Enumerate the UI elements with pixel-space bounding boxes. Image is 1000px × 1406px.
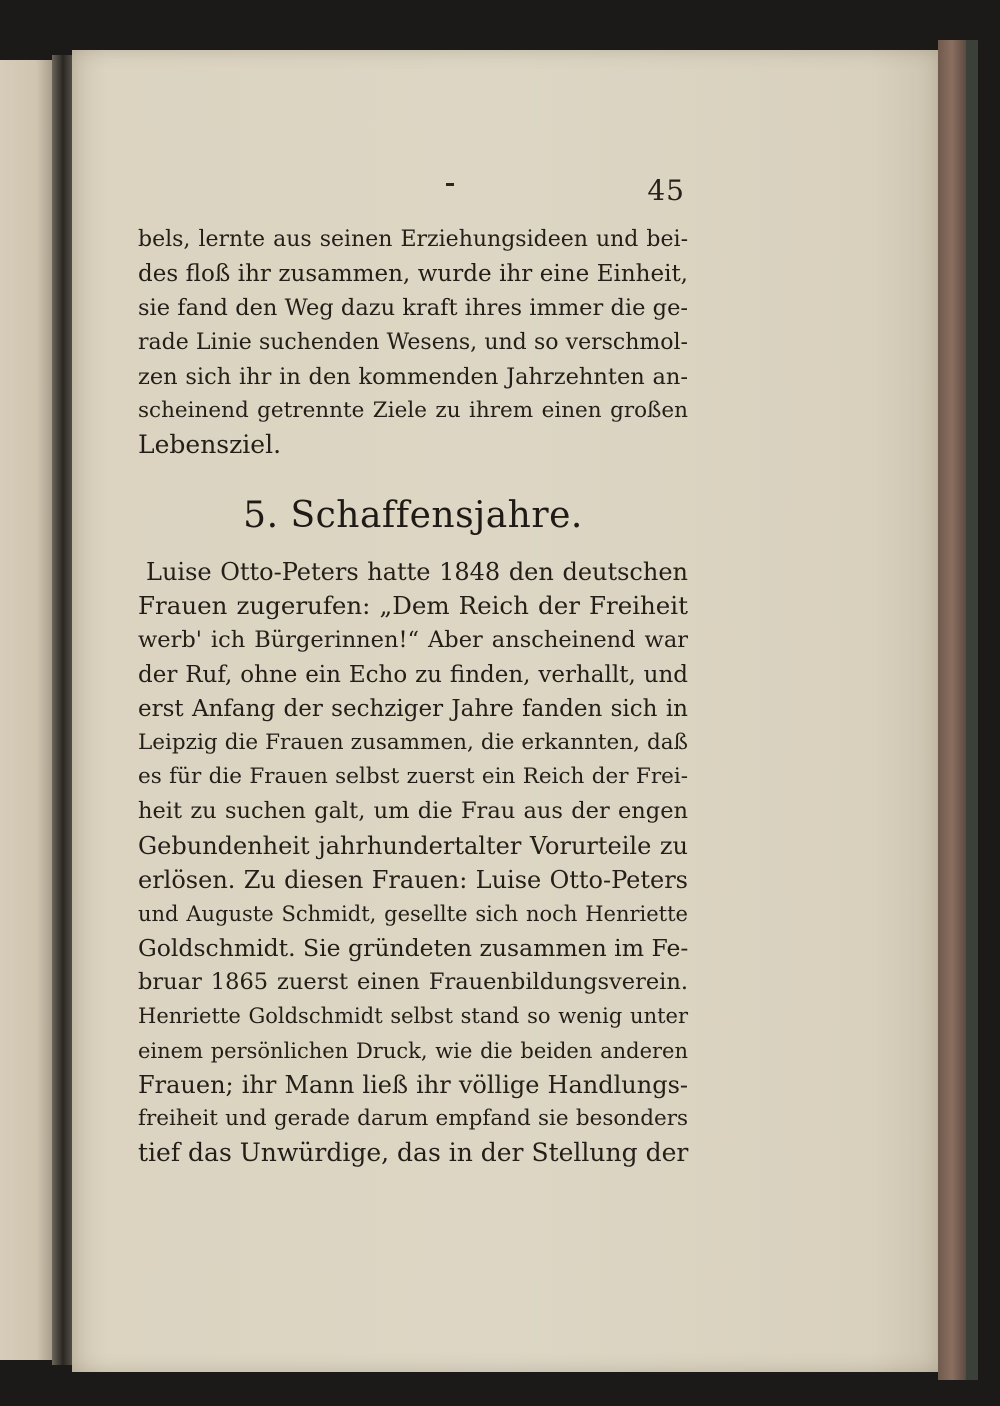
text-line: Frauen; ihr Mann ließ ihr völlige Handlungs- (138, 1070, 688, 1099)
facing-page-edge (0, 60, 52, 1360)
book-cover-edge (938, 40, 978, 1380)
header-dash (446, 183, 454, 186)
text-line: Leipzig die Frauen zusammen, die erkannten, daß (138, 729, 688, 755)
text-line: tief das Unwürdige, das in der Stellung der (138, 1138, 689, 1168)
text-line: bruar 1865 zuerst einen Frauenbildungsverein. (138, 969, 688, 996)
text-line: rade Linie suchenden Wesens, und so verschmol- (138, 329, 688, 355)
text-line: erlösen. Zu diesen Frauen: Luise Otto-Peters (138, 865, 688, 894)
text-line: der Ruf, ohne ein Echo zu finden, verhallt, und (138, 661, 688, 688)
text-line: Gebundenheit jahrhundertalter Vorurteile zu (138, 831, 688, 860)
text-line: bels, lernte aus seinen Erziehungsideen und bei- (138, 227, 688, 252)
text-line: werb' ich Bürgerinnen!“ Aber anscheinend war (138, 627, 688, 654)
book-gutter (52, 55, 74, 1365)
text-line: zen sich ihr in den kommenden Jahrzehnten an- (138, 363, 688, 390)
text-line: heit zu suchen galt, um die Frau aus der engen (138, 798, 688, 825)
text-line: des floß ihr zusammen, wurde ihr eine Einheit, (138, 261, 688, 288)
text-line: Goldschmidt. Sie gründeten zusammen im Fe- (138, 934, 689, 963)
text-line: es für die Frauen selbst zuerst ein Reich der Frei- (138, 764, 688, 790)
text-line: und Auguste Schmidt, gesellte sich noch Henriette (138, 901, 688, 926)
section-heading: 5. Schaffensjahre. (243, 495, 583, 536)
text-line: Frauen zugerufen: „Dem Reich der Freiheit (138, 591, 688, 621)
page-number: 45 (647, 174, 685, 207)
text-line: scheinend getrennte Ziele zu ihrem einen großen (138, 397, 688, 423)
text-line: Henriette Goldschmidt selbst stand so wenig unter (138, 1004, 688, 1029)
text-line: einem persönlichen Druck, wie die beiden anderen (138, 1038, 688, 1063)
text-line: sie fand den Weg dazu kraft ihres immer die ge- (138, 295, 688, 322)
text-line: erst Anfang der sechziger Jahre fanden sich in (138, 695, 688, 722)
text-line: Luise Otto-Peters hatte 1848 den deutschen (146, 558, 688, 586)
paragraph-1 (138, 223, 688, 462)
text-line: freiheit und gerade darum empfand sie besonders (138, 1106, 688, 1131)
text-line: Lebensziel. (138, 430, 282, 460)
paragraph-2 (138, 555, 688, 1170)
